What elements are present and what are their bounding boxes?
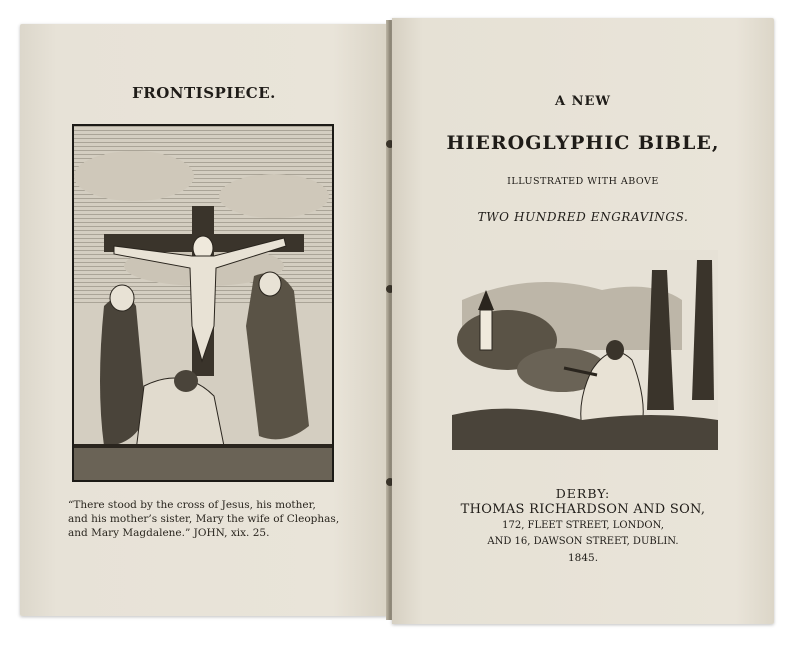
caption-line: and his mother’s sister, Mary the wife of Cleophas, [68,513,340,525]
frontispiece-heading: FRONTISPIECE. [132,84,276,102]
publisher: THOMAS RICHARDSON AND SON, [460,502,706,517]
title-page [392,18,774,624]
subtitle-italic: TWO HUNDRED ENGRAVINGS. [477,210,689,224]
title-prefix: A NEW [554,94,611,109]
place: DERBY: [555,486,611,501]
publisher-address-london: 172, FLEET STREET, LONDON, [502,520,664,531]
publication-year: 1845. [567,552,599,564]
frontispiece-caption [68,498,348,540]
title-vignette [452,250,718,450]
caption-line: “There stood by the cross of Jesus, his mother, [68,499,316,511]
book-title: HIEROGLYPHIC BIBLE, [446,132,720,154]
publisher-address-dublin: AND 16, DAWSON STREET, DUBLIN. [487,536,679,547]
crucifixion-engraving [72,124,334,482]
crucifixion-image [74,126,332,480]
left-page [20,24,388,616]
subtitle-line: ILLUSTRATED WITH ABOVE [507,176,659,187]
landscape-image [452,250,718,450]
caption-line: and Mary Magdalene.” JOHN, xix. 25. [68,527,270,539]
